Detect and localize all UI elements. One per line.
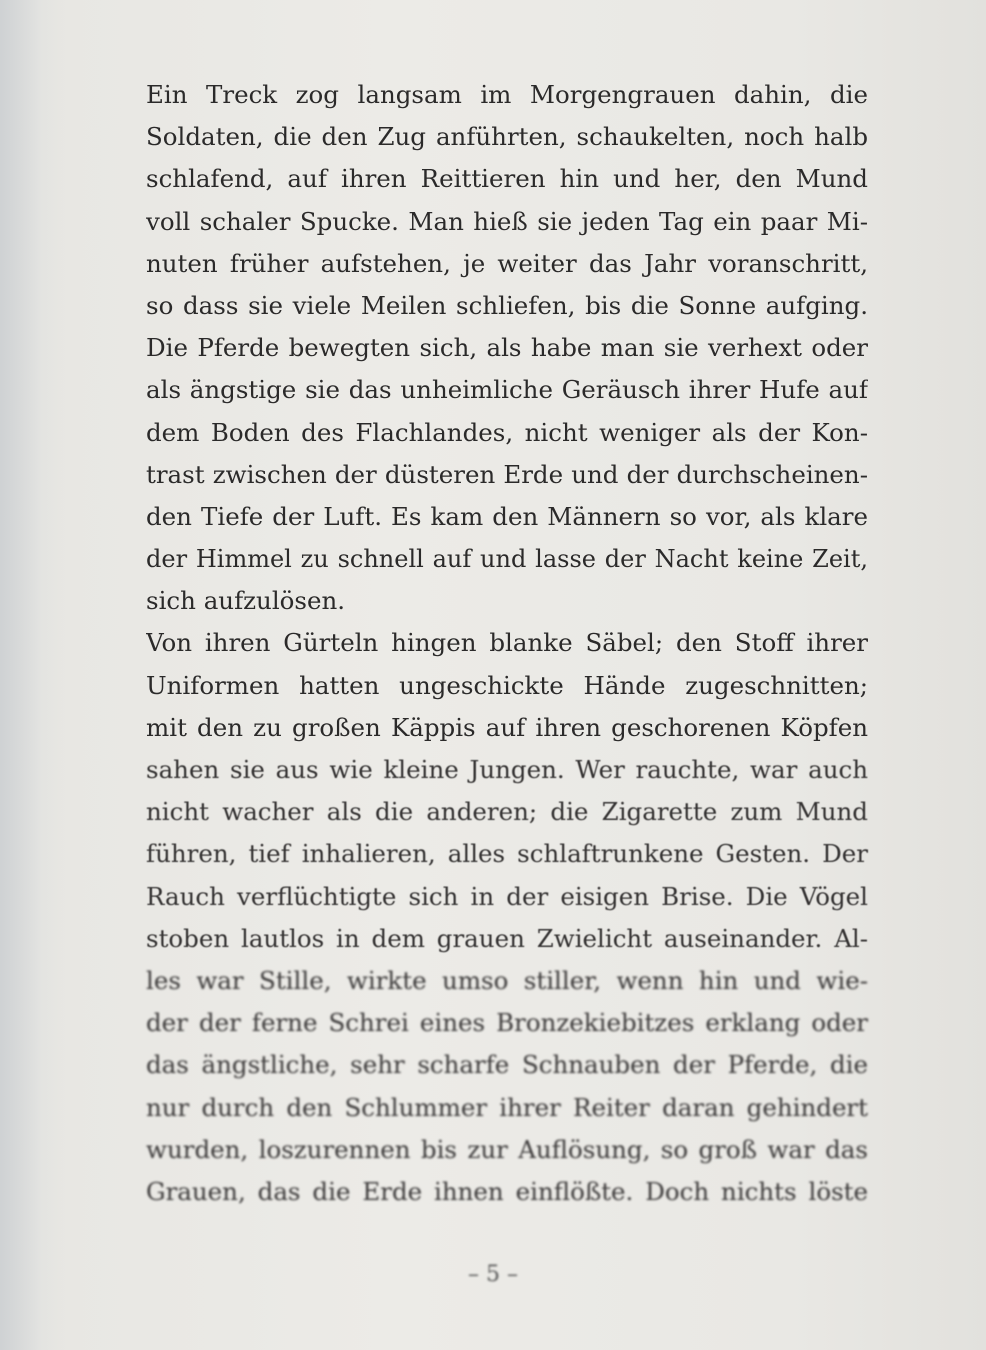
text-line: der der ferne Schrei eines Bronzekiebitzes erklang oder <box>146 1008 868 1038</box>
text-line: Von ihren Gürteln hingen blanke Säbel; den Stoff ihrer <box>146 628 868 658</box>
text-line: sich aufzulösen. <box>146 586 346 616</box>
text-line: führen, tief inhalieren, alles schlaftrunkene Gesten. Der <box>146 839 868 869</box>
text-line: als ängstige sie das unheimliche Geräusch ihrer Hufe auf <box>146 375 868 405</box>
text-line: wurden, loszurennen bis zur Auflösung, so groß war das <box>146 1134 868 1164</box>
text-line: sahen sie aus wie kleine Jungen. Wer rauchte, war auch <box>146 755 868 784</box>
text-line: nur durch den Schlummer ihrer Reiter daran gehindert <box>146 1092 868 1122</box>
text-line: dem Boden des Flachlandes, nicht weniger als der Kon- <box>146 417 868 447</box>
text-line: trast zwischen der düsteren Erde und der durchscheinen- <box>146 459 868 489</box>
text-line: Soldaten, die den Zug anführten, schaukelten, noch halb <box>146 122 868 152</box>
text-line: Uniformen hatten ungeschickte Hände zugeschnitten; <box>146 670 868 700</box>
body-text <box>146 74 868 1213</box>
text-line: den Tiefe der Luft. Es kam den Männern so vor, als klare <box>146 501 868 531</box>
text-line: mit den zu großen Käppis auf ihren geschorenen Köpfen <box>146 712 868 742</box>
page-number: – 5 – <box>468 1262 518 1287</box>
spine-shadow <box>0 0 70 1350</box>
text-line: so dass sie viele Meilen schliefen, bis die Sonne aufging. <box>146 290 868 320</box>
text-line: voll schaler Spucke. Man hieß sie jeden Tag ein paar Mi- <box>146 206 868 236</box>
text-line: das ängstliche, sehr scharfe Schnauben der Pferde, die <box>146 1050 868 1080</box>
text-line: Grauen, das die Erde ihnen einflößte. Doch nichts löste <box>146 1176 868 1206</box>
text-line: der Himmel zu schnell auf und lasse der Nacht keine Zeit, <box>146 545 868 574</box>
paragraph-1 <box>146 74 868 622</box>
text-line: schlafend, auf ihren Reittieren hin und her, den Mund <box>146 164 868 194</box>
text-line: Rauch verflüchtigte sich in der eisigen Brise. Die Vögel <box>146 881 868 911</box>
text-line: Ein Treck zog langsam im Morgengrauen dahin, die <box>146 80 868 109</box>
paragraph-2 <box>146 622 868 1213</box>
text-line: les war Stille, wirkte umso stiller, wenn hin und wie- <box>146 965 868 995</box>
text-line: nuten früher aufstehen, je weiter das Jahr voranschritt, <box>146 248 868 278</box>
text-line: Die Pferde bewegten sich, als habe man sie verhext oder <box>146 333 868 363</box>
text-line: stoben lautlos in dem grauen Zwielicht auseinander. Al- <box>146 923 868 953</box>
text-line: nicht wacher als die anderen; die Zigarette zum Mund <box>146 797 868 827</box>
